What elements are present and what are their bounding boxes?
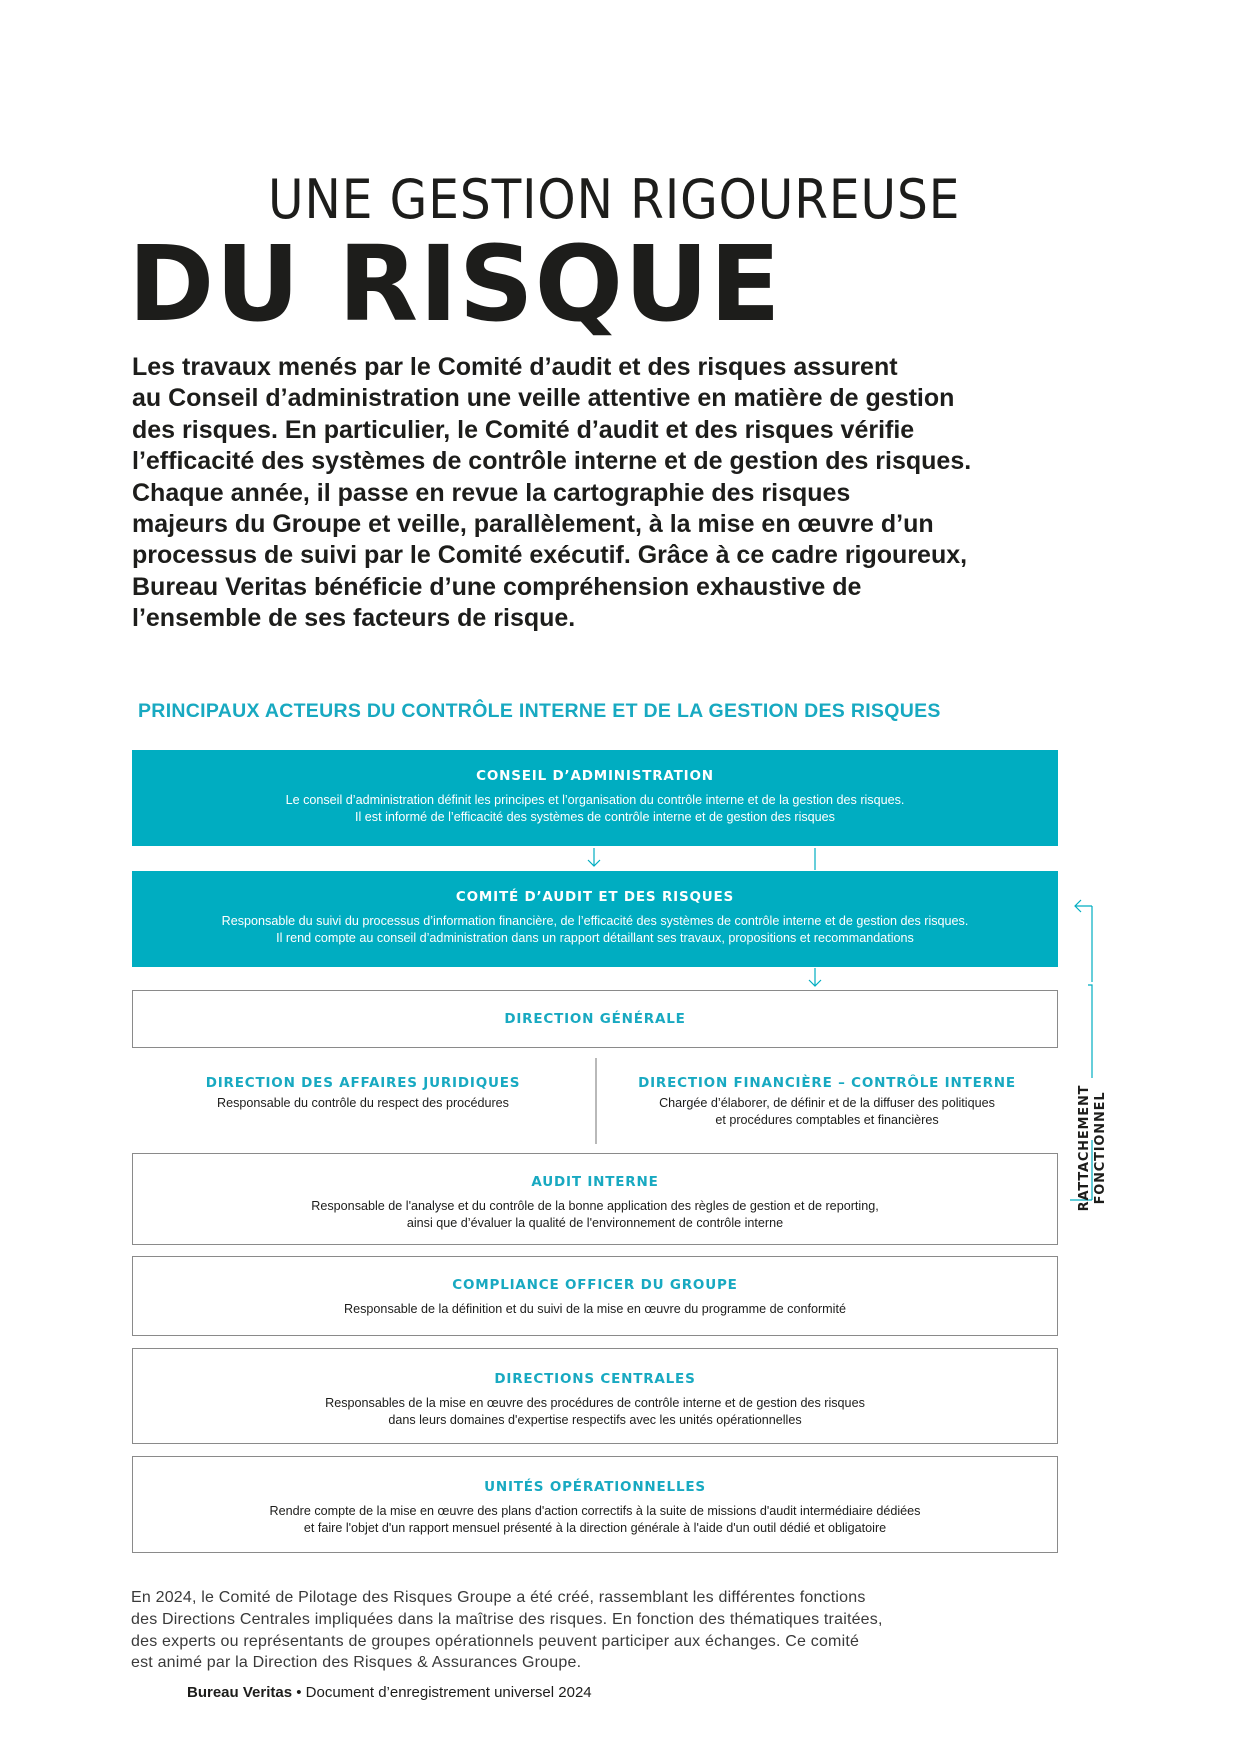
unites-operationnelles-title: UNITÉS OPÉRATIONNELLES	[484, 1479, 706, 1495]
side-label	[1073, 1084, 1113, 1212]
desc-line: ainsi que d’évaluer la qualité de l'environnement de contrôle interne	[406, 1216, 784, 1230]
directions-centrales-box	[132, 1348, 1058, 1444]
footer-note-line: des experts ou représentants de groupes opérationnels peuvent participer aux échanges. Ce comité	[131, 1632, 860, 1650]
direction-generale-box	[132, 990, 1058, 1048]
intro-line: Bureau Veritas bénéficie d’une compréhension exhaustive de	[132, 572, 862, 601]
conseil-administration-title: CONSEIL D’ADMINISTRATION	[476, 768, 714, 784]
desc-line: Responsables de la mise en œuvre des procédures de contrôle interne et de gestion des risques	[325, 1396, 865, 1410]
conseil-administration-box	[132, 750, 1058, 846]
intro-line: Chaque année, il passe en revue la cartographie des risques	[132, 478, 851, 507]
direction-financiere-title: DIRECTION FINANCIÈRE – CONTRÔLE INTERNE	[638, 1075, 1016, 1091]
arrow-down-icon	[588, 860, 600, 866]
desc-line: Chargée d’élaborer, de définir et de la diffuser des politiques	[659, 1096, 995, 1110]
arrow-left-icon	[1075, 900, 1081, 912]
compliance-officer-title: COMPLIANCE OFFICER DU GROUPE	[452, 1277, 738, 1293]
footer-brand: Bureau Veritas	[187, 1684, 293, 1701]
audit-interne-desc	[133, 1198, 1057, 1232]
conseil-administration-desc	[132, 792, 1058, 826]
direction-juridique-desc	[132, 1095, 594, 1112]
title-top: UNE GESTION RIGOUREUSE	[268, 168, 961, 231]
desc-line: Responsable de la définition et du suivi de la mise en œuvre du programme de conformité	[344, 1302, 846, 1316]
direction-generale-title: DIRECTION GÉNÉRALE	[504, 1011, 686, 1027]
compliance-officer-desc	[133, 1301, 1057, 1318]
desc-line: Il est informé de l’efficacité des systèmes de contrôle interne et de gestion des risques	[355, 810, 835, 824]
audit-interne-title: AUDIT INTERNE	[531, 1174, 659, 1190]
side-label-text	[1077, 1085, 1109, 1212]
unites-operationnelles-box	[132, 1456, 1058, 1553]
directions-centrales-title: DIRECTIONS CENTRALES	[494, 1371, 696, 1387]
title-main: DU RISQUE	[128, 223, 782, 345]
compliance-officer-box	[132, 1256, 1058, 1336]
direction-juridique-title: DIRECTION DES AFFAIRES JURIDIQUES	[205, 1075, 521, 1091]
diagram-title: PRINCIPAUX ACTEURS DU CONTRÔLE INTERNE ET DE LA GESTION DES RISQUES	[138, 700, 941, 722]
bracket-line	[1088, 985, 1092, 1078]
desc-line: Il rend compte au conseil d’administration dans un rapport détaillant ses travaux, propositions et recommandations	[276, 931, 914, 945]
footer-note-line: des Directions Centrales impliquées dans la maîtrise des risques. En fonction des thématiques traitées,	[131, 1610, 883, 1628]
intro-line: des risques. En particulier, le Comité d’audit et des risques vérifie	[132, 415, 915, 444]
comite-audit-title: COMITÉ D’AUDIT ET DES RISQUES	[455, 889, 735, 905]
desc-line: Rendre compte de la mise en œuvre des plans d'action correctifs à la suite de missions d'audit intermédiaire dédiées	[269, 1504, 921, 1518]
side-label-line: RATTACHEMENT	[1077, 1084, 1092, 1212]
desc-line: Responsable du contrôle du respect des procédures	[217, 1096, 509, 1110]
desc-line: dans leurs domaines d'expertise respectifs avec les unités opérationnelles	[388, 1413, 802, 1427]
arrow-down-icon	[809, 980, 821, 986]
desc-line: Responsable de l'analyse et du contrôle de la bonne application des règles de gestion et de reporting,	[311, 1199, 879, 1213]
intro-line: au Conseil d’administration une veille attentive en matière de gestion	[132, 384, 955, 413]
comite-audit-desc	[132, 913, 1058, 947]
direction-financiere-desc	[596, 1095, 1058, 1129]
desc-line: Responsable du suivi du processus d’information financière, de l’efficacité des systèmes de contrôle interne et de gestion des risques.	[221, 914, 969, 928]
footer-note	[131, 1587, 1031, 1674]
comite-audit-box	[132, 871, 1058, 967]
intro-line: processus de suivi par le Comité exécutif. Grâce à ce cadre rigoureux,	[132, 541, 968, 570]
desc-line: Le conseil d’administration définit les principes et l’organisation du contrôle interne et de la gestion des risques.	[285, 793, 905, 807]
desc-line: et faire l'objet d'un rapport mensuel présenté à la direction générale à l'aide d'un outil dédié et obligatoire	[303, 1521, 887, 1535]
desc-line: et procédures comptables et financières	[715, 1113, 939, 1127]
directions-centrales-desc	[133, 1395, 1057, 1429]
footer-note-line: est animé par la Direction des Risques & Assurances Groupe.	[131, 1654, 582, 1672]
side-label-line: FONCTIONNEL	[1093, 1091, 1108, 1205]
unites-operationnelles-desc	[133, 1503, 1057, 1537]
intro-line: Les travaux menés par le Comité d’audit et des risques assurent	[132, 353, 898, 381]
intro-line: l’ensemble de ses facteurs de risque.	[132, 604, 576, 633]
footer-doc-title: Document d’enregistrement universel 2024	[305, 1684, 592, 1701]
footer-line	[187, 1684, 592, 1701]
direction-juridique-block	[132, 1075, 594, 1112]
footer-separator: •	[292, 1684, 306, 1701]
intro-paragraph	[132, 352, 1012, 635]
intro-line: majeurs du Groupe et veille, parallèlement, à la mise en œuvre d’un	[132, 510, 934, 539]
intro-line: l’efficacité des systèmes de contrôle interne et de gestion des risques.	[132, 447, 972, 476]
direction-financiere-block	[596, 1075, 1058, 1129]
footer-note-line: En 2024, le Comité de Pilotage des Risques Groupe a été créé, rassemblant les différentes fonctions	[131, 1589, 866, 1606]
audit-interne-box	[132, 1153, 1058, 1245]
